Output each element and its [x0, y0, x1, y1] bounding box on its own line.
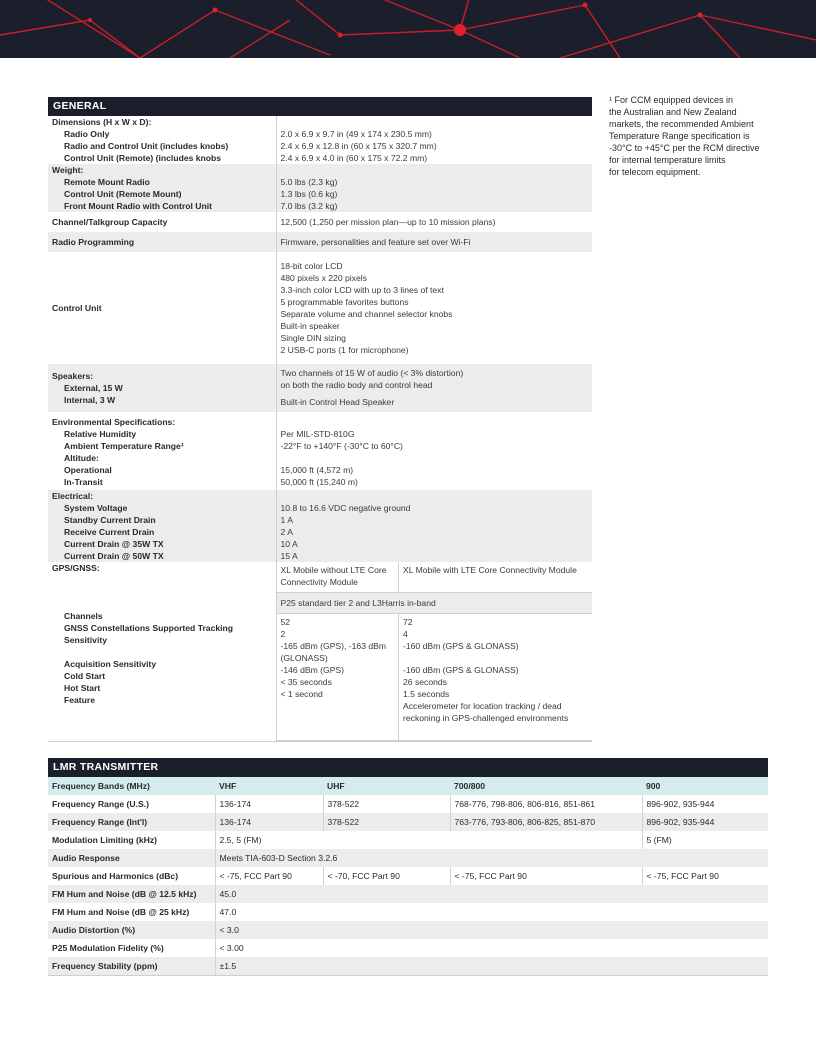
programming-label: Radio Programming: [48, 232, 276, 252]
general-spec-table: [48, 116, 592, 742]
table-row: Frequency Range (U.S.) 136-174 378-522 768-776, 798-806, 806-816, 851-861 896-902, 935-944: [48, 795, 768, 813]
electrical-values: 10.8 to 16.6 VDC negative ground 1 A 2 A 10 A 15 A: [276, 490, 592, 562]
temperature-footnote: [609, 94, 799, 178]
control-unit-label: Control Unit: [48, 252, 276, 364]
footnote-line: markets, the recommended Ambient: [609, 119, 754, 129]
gps-values-row: [277, 613, 593, 740]
gps-col1-values: 52 2 -165 dBm (GPS), -163 dBm (GLONASS) -146 dBm (GPS) < 35 seconds < 1 second: [277, 613, 399, 740]
lmr-header-vhf: VHF: [215, 777, 323, 795]
lmr-section-title: LMR TRANSMITTER: [48, 758, 768, 777]
footnote-line: Temperature Range specification is: [609, 131, 750, 141]
gps-col1-header: XL Mobile without LTE Core Connectivity Module: [277, 562, 399, 592]
programming-value: Firmware, personalities and feature set over Wi-Fi: [276, 232, 592, 252]
dimensions-label: Dimensions (H x W x D): Radio Only Radio and Control Unit (includes knobs) Control Unit (Remote) (includes knobs: [48, 116, 276, 164]
footnote-line: the Australian and New Zealand: [609, 107, 737, 117]
table-row: FM Hum and Noise (dB @ 12.5 kHz) 45.0: [48, 885, 768, 903]
lmr-header-row: [48, 777, 768, 795]
footnote-line: for internal temperature limits: [609, 155, 726, 165]
table-row: Spurious and Harmonics (dBc) < -75, FCC Part 90 < -70, FCC Part 90 < -75, FCC Part 90 < -75, FCC Part 90: [48, 867, 768, 885]
gps-row: [48, 562, 592, 741]
control-unit-row: [48, 252, 592, 364]
lmr-header-uhf: UHF: [323, 777, 450, 795]
gps-values: [276, 562, 592, 741]
table-row: Frequency Stability (ppm) ±1.5: [48, 957, 768, 975]
speakers-label: Speakers: External, 15 W Internal, 3 W: [48, 364, 276, 412]
lmr-transmitter-table: [48, 777, 768, 976]
general-section-title: GENERAL: [48, 97, 592, 116]
capacity-label: Channel/Talkgroup Capacity: [48, 212, 276, 232]
network-graphic: [0, 0, 816, 58]
table-row: Frequency Range (Int'l) 136-174 378-522 763-776, 793-806, 806-825, 851-870 896-902, 935-944: [48, 813, 768, 831]
weight-values: 5.0 lbs (2.3 kg) 1.3 lbs (0.6 kg) 7.0 lbs (3.2 kg): [276, 164, 592, 212]
environmental-values: Per MIL-STD-810G -22°F to +140°F (-30°C to 60°C) 15,000 ft (4,572 m) 50,000 ft (15,240 m): [280, 429, 403, 487]
lmr-header-900: 900: [642, 777, 768, 795]
capacity-row: [48, 212, 592, 232]
weight-label: Weight: Remote Mount Radio Control Unit (Remote Mount) Front Mount Radio with Control Unit: [48, 164, 276, 212]
gps-col2-values: 72 4 -160 dBm (GPS & GLONASS) -160 dBm (GPS & GLONASS) 26 seconds 1.5 seconds Accelerometer for location tracking / dead reckoning in GPS-challenged environments: [399, 613, 593, 740]
table-row: Audio Distortion (%) < 3.0: [48, 921, 768, 939]
dimensions-values: 2.0 x 6.9 x 9.7 in (49 x 174 x 230.5 mm) 2.4 x 6.9 x 12.8 in (60 x 175 x 320.7 mm) 2.4 x 6.9 x 4.0 in (60 x 175 x 72.2 mm): [280, 129, 437, 163]
capacity-value: 12,500 (1,250 per mission plan—up to 10 mission plans): [280, 217, 496, 227]
speakers-row: [48, 364, 592, 412]
electrical-label: Electrical: System Voltage Standby Current Drain Receive Current Drain Current Drain @ 35W TX Current Drain @ 50W TX: [48, 490, 276, 562]
gps-label: GPS/GNSS: Channels GNSS Constellations Supported Tracking Sensitivity Acquisition Sensitivity Cold Start Hot Start Feature: [48, 562, 276, 741]
speakers-values: Two channels of 15 W of audio (< 3% distortion) on both the radio body and control head Built-in Control Head Speaker: [276, 364, 592, 412]
header-banner: [0, 0, 816, 58]
lmr-header-700-800: 700/800: [450, 777, 642, 795]
dimensions-row: [48, 116, 592, 164]
footnote-line: -30°C to +45°C per the RCM directive: [609, 143, 760, 153]
table-row: FM Hum and Noise (dB @ 25 kHz) 47.0: [48, 903, 768, 921]
environmental-row: [48, 412, 592, 490]
footnote-line: for telecom equipment.: [609, 167, 701, 177]
programming-row: [48, 232, 592, 252]
table-row: P25 Modulation Fidelity (%) < 3.00: [48, 939, 768, 957]
table-row: Audio Response Meets TIA-603-D Section 3.2.6: [48, 849, 768, 867]
environmental-label: Environmental Specifications: Relative Humidity Ambient Temperature Range¹ Altitude: Operational In-Transit: [48, 412, 276, 490]
gps-comparison-grid: [277, 562, 593, 741]
table-row: Modulation Limiting (kHz) 2.5, 5 (FM) 5 (FM): [48, 831, 768, 849]
weight-row: [48, 164, 592, 212]
footnote-line: ¹ For CCM equipped devices in: [609, 95, 734, 105]
control-unit-values: 18-bit color LCD 480 pixels x 220 pixels 3.3-inch color LCD with up to 3 lines of text 5 programmable favorites buttons Separate volume and channel selector knobs Built-in speaker Single DIN sizing 2 USB-C ports (1 for microphone): [280, 261, 453, 355]
gps-band-text: P25 standard tier 2 and L3Harris in-band: [277, 592, 593, 613]
gps-col2-header: XL Mobile with LTE Core Connectivity Module: [399, 562, 593, 592]
gps-band-row: [277, 592, 593, 613]
gps-header-row: [277, 562, 593, 592]
lmr-header-bands: Frequency Bands (MHz): [48, 777, 215, 795]
electrical-row: [48, 490, 592, 562]
